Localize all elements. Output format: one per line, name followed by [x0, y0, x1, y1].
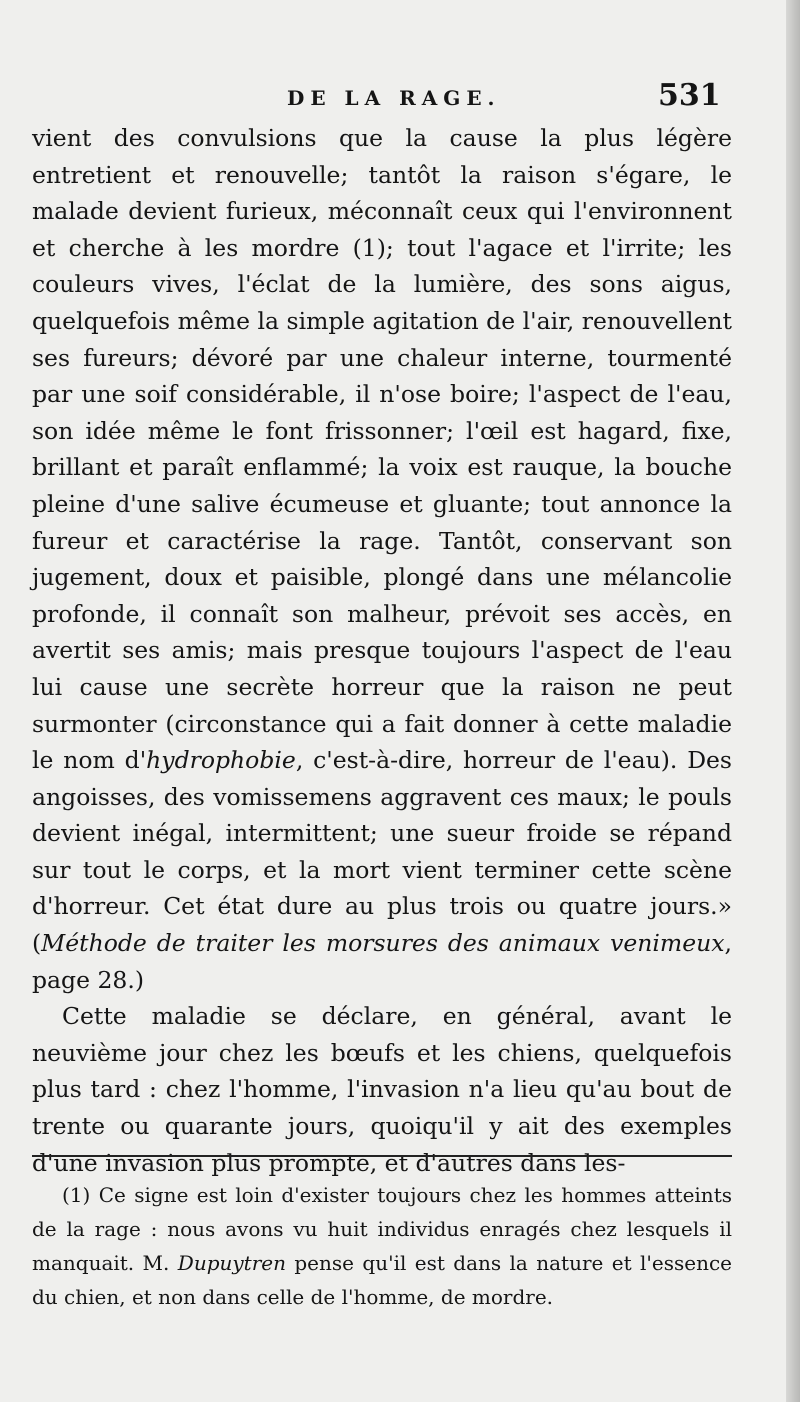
body-text — [32, 120, 732, 1181]
footnote-divider — [32, 1155, 732, 1157]
footnote-text-a: (1) Ce signe est loin d'exister toujours chez les hommes atteints de la rage : nous avons vu huit individus enragés chez lesquels il manquait. M. — [32, 1183, 732, 1275]
footnote-text — [32, 1178, 732, 1314]
page-header — [0, 78, 800, 122]
paragraph-1 — [32, 120, 732, 998]
paragraph-1-text-c: , page 28.) — [32, 929, 732, 994]
source-title: Méthode de traiter les morsures des animaux venimeux — [41, 929, 725, 958]
paragraph-1-text-a: vient des convulsions que la cause la plus légère entretient et renouvelle; tantôt la raison s'égare, le malade devient furieux, méconnaît ceux qui l'environnent et cherche à les mordre (1); tout l'agace et l'irrite; les couleurs vives, l'éclat de la lumière, des sons aigus, quelquefois même la simple agitation de l'air, renouvellent ses fureurs; dévoré par une chaleur interne, tourmenté par une soif considérable, il n'ose boire; l'aspect de l'eau, son idée même le font frissonner; l'œil est hagard, fixe, brillant et paraît enflammé; la voix est rauque, la bouche pleine d'une salive écumeuse et gluante; tout annonce la fureur et caractérise la rage. Tantôt, conservant son jugement, doux et paisible, plongé dans une mélancolie profonde, il connaît son malheur, prévoit ses accès, en avertit ses amis; mais presque toujours l'aspect de l'eau lui cause une secrète horreur que la raison ne peut surmonter (circonstance qui a fait donner à cette maladie le nom d' — [32, 124, 732, 775]
term-hydrophobie: hydrophobie — [146, 746, 296, 775]
running-head: DE LA RAGE. — [287, 86, 501, 110]
page-edge-shadow — [786, 0, 800, 1402]
footnote — [32, 1178, 732, 1314]
footnote-name: Dupuytren — [177, 1251, 286, 1275]
paragraph-2: Cette maladie se déclare, en général, avant le neuvième jour chez les bœufs et les chiens, quelquefois plus tard : chez l'homme, l'invasion n'a lieu qu'au bout de trente ou quarante jours, quoiqu'il y ait des exemples d'une invasion plus prompte, et d'autres dans les- — [32, 1002, 732, 1177]
paragraph-1-text-b: , c'est-à-dire, horreur de l'eau). Des angoisses, des vomissemens aggravent ces maux; le pouls devient inégal, intermittent; une sueur froide se répand sur tout le corps, et la mort vient terminer cette scène d'horreur. Cet état dure au plus trois ou quatre jours.» ( — [32, 746, 732, 958]
page-number: 531 — [658, 78, 721, 113]
footnote-text-b: pense qu'il est dans la nature et l'essence du chien, et non dans celle de l'homme, de mordre. — [32, 1251, 732, 1309]
